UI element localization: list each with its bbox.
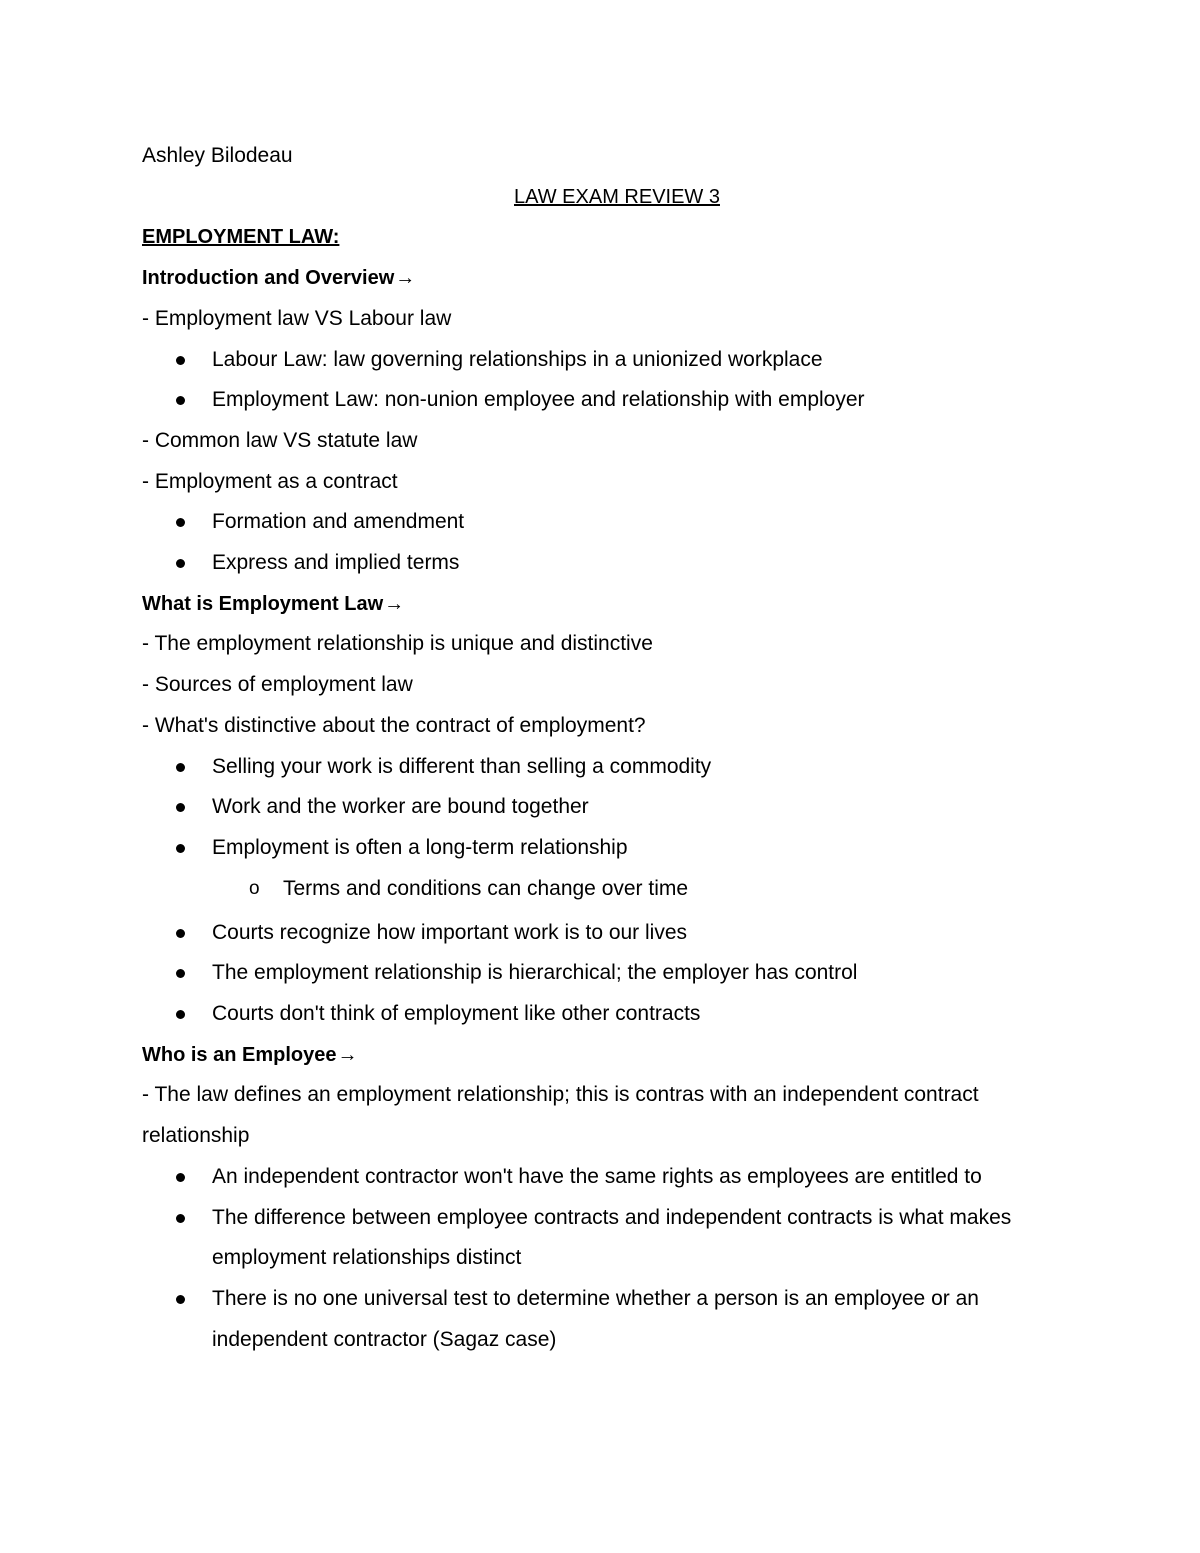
bullet-icon [176, 844, 185, 853]
bullet-text: Courts don't think of employment like other contracts [212, 1002, 701, 1026]
bullet-text: Work and the worker are bound together [212, 795, 589, 819]
dash-item: - Common law VS statute law [142, 428, 418, 452]
section-heading-text: Introduction and Overview [142, 267, 395, 290]
bullet-icon [176, 518, 185, 527]
bullet-icon [176, 396, 185, 405]
bullet-item [142, 747, 1052, 788]
bullet-item [142, 787, 1052, 828]
bullet-text: An independent contractor won't have the same rights as employees are entitled to [212, 1164, 982, 1188]
bullet-item [142, 828, 1052, 869]
section-heading [142, 584, 1062, 625]
dash-item: - Employment law VS Labour law [142, 306, 452, 330]
bullet-icon [176, 803, 185, 812]
right-arrow-icon: → [395, 267, 416, 290]
bullet-text: There is no one universal test to determine whether a person is an employee or an independent contractor (Sagaz case) [212, 1286, 979, 1351]
bullet-icon [176, 1173, 185, 1182]
right-arrow-icon: → [384, 592, 405, 615]
bullet-item [142, 543, 1052, 584]
bullet-item [142, 380, 1052, 421]
bullet-text: The difference between employee contracts and independent contracts is what makes employment relationships distinct [212, 1205, 1012, 1270]
bullet-item [142, 1157, 1052, 1198]
bullet-item [142, 502, 1052, 543]
bullet-text: Employment is often a long-term relationship [212, 835, 628, 859]
bullet-text: The employment relationship is hierarchical; the employer has control [212, 961, 858, 985]
bullet-item [142, 1198, 1052, 1279]
main-heading: EMPLOYMENT LAW: [142, 226, 340, 249]
sections-container [142, 258, 1062, 1360]
bullet-icon [176, 1010, 185, 1019]
bullet-icon [176, 559, 185, 568]
section-heading-text: What is Employment Law [142, 592, 384, 615]
sub-bullet-item [142, 869, 1062, 913]
dash-item: - The employment relationship is unique and distinctive [142, 632, 653, 656]
bullet-text: Labour Law: law governing relationships in a unionized workplace [212, 347, 823, 371]
bullet-text: Courts recognize how important work is to our lives [212, 920, 688, 944]
bullet-item [142, 1279, 1052, 1360]
section-heading-text: Who is an Employee [142, 1043, 337, 1066]
right-arrow-icon: → [337, 1043, 358, 1066]
dash-item: - Employment as a contract [142, 469, 398, 493]
bullet-icon [176, 929, 185, 938]
section-heading [142, 258, 1062, 299]
bullet-icon [176, 763, 185, 772]
bullet-item [142, 340, 1052, 381]
bullet-text: Employment Law: non-union employee and relationship with employer [212, 388, 865, 412]
bullet-icon [176, 969, 185, 978]
section-heading [142, 1035, 1062, 1076]
dash-item: - The law defines an employment relationship; this is contras with an independent contract relationship [142, 1083, 979, 1148]
sub-bullet-marker: o [249, 877, 260, 899]
dash-item: - What's distinctive about the contract of employment? [142, 713, 646, 737]
bullet-text: Formation and amendment [212, 510, 465, 534]
document-page [142, 136, 1062, 1360]
sub-bullet-text: Terms and conditions can change over time [283, 876, 689, 900]
bullet-icon [176, 1214, 185, 1223]
bullet-text: Selling your work is different than selling a commodity [212, 754, 712, 778]
bullet-text: Express and implied terms [212, 551, 460, 575]
document-title: LAW EXAM REVIEW 3 [514, 185, 720, 208]
bullet-item [142, 913, 1052, 954]
bullet-icon [176, 1295, 185, 1304]
author-name: Ashley Bilodeau [142, 144, 293, 167]
bullet-item [142, 994, 1052, 1035]
bullet-item [142, 953, 1052, 994]
bullet-icon [176, 356, 185, 365]
dash-item: - Sources of employment law [142, 673, 413, 697]
